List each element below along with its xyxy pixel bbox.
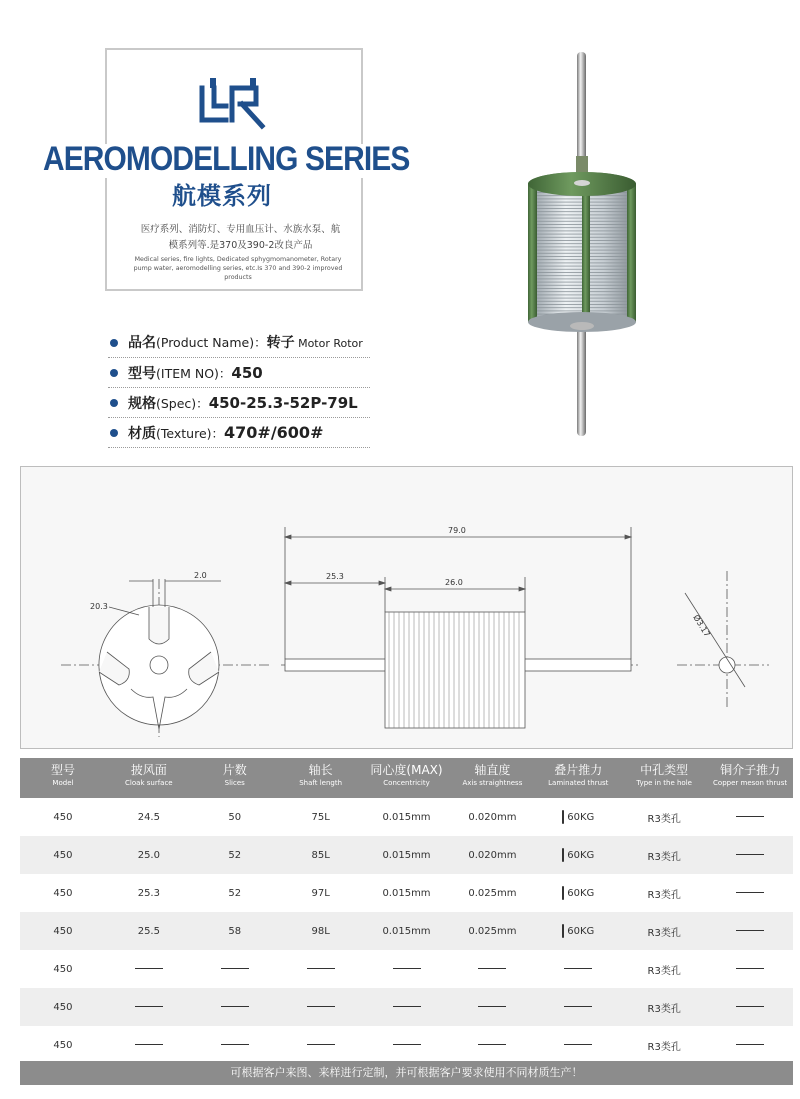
table-row bbox=[20, 988, 793, 1026]
cell-value: 450 bbox=[53, 1001, 73, 1013]
cell-value: 0.020mm bbox=[468, 849, 517, 861]
header-label-cn: 同心度(MAX) bbox=[370, 763, 443, 777]
cell-value: 450 bbox=[53, 925, 73, 937]
thrust-marker-icon bbox=[562, 886, 564, 900]
table-row bbox=[20, 1026, 793, 1064]
dim-79-0: 79.0 bbox=[448, 526, 466, 535]
table-cell bbox=[707, 964, 793, 975]
table-cell bbox=[621, 848, 707, 863]
table-cell bbox=[364, 850, 450, 861]
header-label-en: Cloak surface bbox=[125, 779, 173, 787]
thrust-marker-icon bbox=[562, 810, 564, 824]
cell-value: 85L bbox=[311, 849, 330, 861]
header-label-en: Copper meson thrust bbox=[713, 779, 788, 787]
table-cell bbox=[621, 1038, 707, 1053]
table-cell bbox=[20, 926, 106, 937]
cell-value: 450 bbox=[53, 1039, 73, 1051]
table-cell bbox=[20, 812, 106, 823]
table-cell bbox=[278, 1040, 364, 1051]
header-label-en: Model bbox=[52, 779, 74, 787]
side-view bbox=[281, 527, 641, 728]
cell-value: 450 bbox=[53, 849, 73, 861]
table-header-cell bbox=[20, 758, 106, 798]
series-title: AEROMODELLING SERIES bbox=[43, 140, 410, 178]
brand-logo bbox=[196, 76, 270, 132]
table-cell bbox=[449, 964, 535, 975]
header-label-en: Slices bbox=[224, 779, 245, 787]
footer-note: 可根据客户来图、来样进行定制，并可根据客户要求使用不同材质生产！ bbox=[20, 1061, 793, 1085]
table-cell bbox=[106, 888, 192, 899]
table-cell bbox=[278, 1002, 364, 1013]
table-cell bbox=[707, 926, 793, 937]
bullet-icon bbox=[110, 399, 118, 407]
table-cell bbox=[449, 888, 535, 899]
cell-value: 450 bbox=[53, 811, 73, 823]
table-cell bbox=[106, 1002, 192, 1013]
table-row bbox=[20, 798, 793, 836]
table-cell bbox=[535, 1040, 621, 1051]
table-cell bbox=[106, 964, 192, 975]
table-cell bbox=[20, 1002, 106, 1013]
table-cell bbox=[192, 888, 278, 899]
header-label-cn: 片数 bbox=[222, 763, 247, 777]
table-cell bbox=[20, 1040, 106, 1051]
table-cell bbox=[707, 888, 793, 899]
bullet-icon bbox=[110, 339, 118, 347]
table-cell bbox=[535, 810, 621, 824]
table-header-cell bbox=[364, 758, 450, 798]
cell-value: 450 bbox=[53, 887, 73, 899]
table-cell bbox=[278, 888, 364, 899]
description-en: Medical series, fire lights, Dedicated sphygmomanometer, Rotary pump water, aeromodelling series, etc.Is 370 and 390-2 improved products bbox=[133, 256, 343, 281]
table-cell bbox=[449, 926, 535, 937]
cell-value: 52 bbox=[228, 887, 242, 899]
table-cell bbox=[192, 964, 278, 975]
dim-shaft-diameter: Ø3.17 bbox=[691, 613, 712, 639]
table-header-cell bbox=[192, 758, 278, 798]
dim-26-0: 26.0 bbox=[445, 578, 463, 587]
table-row bbox=[20, 874, 793, 912]
header-label-en: Concentricity bbox=[383, 779, 430, 787]
thrust-marker-icon bbox=[562, 848, 564, 862]
table-cell bbox=[621, 962, 707, 977]
table-cell bbox=[20, 850, 106, 861]
header-label-en: Shaft length bbox=[299, 779, 343, 787]
series-title-cn: 航模系列 bbox=[172, 182, 272, 210]
table-cell bbox=[278, 812, 364, 823]
table-cell bbox=[364, 964, 450, 975]
table-cell bbox=[535, 964, 621, 975]
table-header bbox=[20, 758, 793, 798]
table-cell bbox=[621, 810, 707, 825]
table-cell bbox=[449, 1040, 535, 1051]
header-label-en: Laminated thrust bbox=[548, 779, 609, 787]
header-label-cn: 叠片推力 bbox=[554, 763, 603, 777]
table-header-cell bbox=[707, 758, 793, 798]
table-cell bbox=[192, 812, 278, 823]
table-cell bbox=[707, 850, 793, 861]
table-cell bbox=[192, 1002, 278, 1013]
table-cell bbox=[278, 850, 364, 861]
table-cell bbox=[364, 1040, 450, 1051]
technical-drawing bbox=[20, 466, 793, 749]
table-cell bbox=[192, 926, 278, 937]
info-product-name: 品名(Product Name)：转子 Motor Rotor bbox=[104, 332, 370, 362]
table-cell bbox=[106, 850, 192, 861]
table-cell bbox=[535, 848, 621, 862]
cell-value: 58 bbox=[228, 925, 242, 937]
cell-value: 75L bbox=[311, 811, 330, 823]
table-header-cell bbox=[449, 758, 535, 798]
table-cell bbox=[106, 812, 192, 823]
header-label-en: Type in the hole bbox=[636, 779, 692, 787]
table-cell bbox=[449, 1002, 535, 1013]
info-texture: 材质(Texture)：470#/600# bbox=[104, 422, 370, 452]
table-cell bbox=[535, 924, 621, 938]
table-cell bbox=[707, 1040, 793, 1051]
cell-value: 24.5 bbox=[137, 811, 160, 823]
cell-value: 0.015mm bbox=[382, 887, 431, 899]
table-cell bbox=[278, 926, 364, 937]
header-label-cn: 型号 bbox=[50, 763, 75, 777]
table-cell bbox=[364, 926, 450, 937]
table-cell bbox=[106, 1040, 192, 1051]
description-cn: 医疗系列、消防灯、专用血压计、水族水泵、航模系列等.是370及390-2改良产品 bbox=[140, 224, 341, 251]
cell-value: R3类孔 bbox=[647, 851, 681, 863]
table-cell bbox=[20, 964, 106, 975]
cell-value: 98L bbox=[311, 925, 330, 937]
table-cell bbox=[364, 812, 450, 823]
cell-value: R3类孔 bbox=[647, 927, 681, 939]
table-header-cell bbox=[621, 758, 707, 798]
header-label-cn: 轴长 bbox=[308, 763, 333, 777]
cell-value: 97L bbox=[311, 887, 330, 899]
dim-20-3: 20.3 bbox=[90, 602, 108, 611]
product-info bbox=[104, 332, 370, 452]
cell-value: R3类孔 bbox=[647, 889, 681, 901]
table-body bbox=[20, 798, 793, 1064]
table-cell bbox=[621, 1000, 707, 1015]
table-cell bbox=[535, 1002, 621, 1013]
cell-value: R3类孔 bbox=[647, 813, 681, 825]
bullet-icon bbox=[110, 369, 118, 377]
header-label-cn: 中孔类型 bbox=[640, 763, 689, 777]
cell-value: 0.020mm bbox=[468, 811, 517, 823]
table-cell bbox=[449, 850, 535, 861]
table-header-cell bbox=[278, 758, 364, 798]
cell-value: 0.025mm bbox=[468, 887, 517, 899]
cell-value: 60KG bbox=[567, 888, 595, 899]
table-header-cell bbox=[535, 758, 621, 798]
table-cell bbox=[20, 888, 106, 899]
table-row bbox=[20, 950, 793, 988]
bullet-icon bbox=[110, 429, 118, 437]
cell-value: R3类孔 bbox=[647, 1003, 681, 1015]
rotor-photo bbox=[520, 48, 644, 440]
info-item-no: 型号(ITEM NO)：450 bbox=[104, 362, 370, 392]
dim-2-0: 2.0 bbox=[194, 571, 207, 580]
cell-value: 60KG bbox=[567, 926, 595, 937]
cell-value: 0.025mm bbox=[468, 925, 517, 937]
dim-25-3: 25.3 bbox=[326, 572, 344, 581]
cell-value: 25.0 bbox=[137, 849, 160, 861]
table-row bbox=[20, 836, 793, 874]
table-cell bbox=[364, 888, 450, 899]
table-cell bbox=[535, 886, 621, 900]
header-label-cn: 铜介子推力 bbox=[720, 763, 781, 777]
table-cell bbox=[621, 924, 707, 939]
cell-value: 60KG bbox=[567, 850, 595, 861]
cell-value: 50 bbox=[228, 811, 242, 823]
table-cell bbox=[192, 1040, 278, 1051]
table-cell bbox=[449, 812, 535, 823]
spec-table bbox=[20, 758, 793, 1064]
header-label-cn: 披风面 bbox=[130, 763, 167, 777]
table-cell bbox=[707, 812, 793, 823]
cell-value: 25.3 bbox=[137, 887, 160, 899]
cell-value: R3类孔 bbox=[647, 965, 681, 977]
cell-value: 450 bbox=[53, 963, 73, 975]
table-row bbox=[20, 912, 793, 950]
end-view bbox=[677, 571, 769, 707]
table-cell bbox=[707, 1002, 793, 1013]
table-cell bbox=[364, 1002, 450, 1013]
cell-value: 25.5 bbox=[137, 925, 160, 937]
cell-value: 60KG bbox=[567, 812, 595, 823]
header-label-cn: 轴直度 bbox=[474, 763, 511, 777]
cell-value: 0.015mm bbox=[382, 849, 431, 861]
table-cell bbox=[621, 886, 707, 901]
cell-value: R3类孔 bbox=[647, 1041, 681, 1053]
table-cell bbox=[192, 850, 278, 861]
table-cell bbox=[106, 926, 192, 937]
table-header-cell bbox=[106, 758, 192, 798]
info-spec: 规格(Spec)：450-25.3-52P-79L bbox=[104, 392, 370, 422]
cell-value: 52 bbox=[228, 849, 242, 861]
header-label-en: Axis straightness bbox=[462, 779, 523, 787]
thrust-marker-icon bbox=[562, 924, 564, 938]
cell-value: 0.015mm bbox=[382, 925, 431, 937]
table-cell bbox=[278, 964, 364, 975]
cell-value: 0.015mm bbox=[382, 811, 431, 823]
